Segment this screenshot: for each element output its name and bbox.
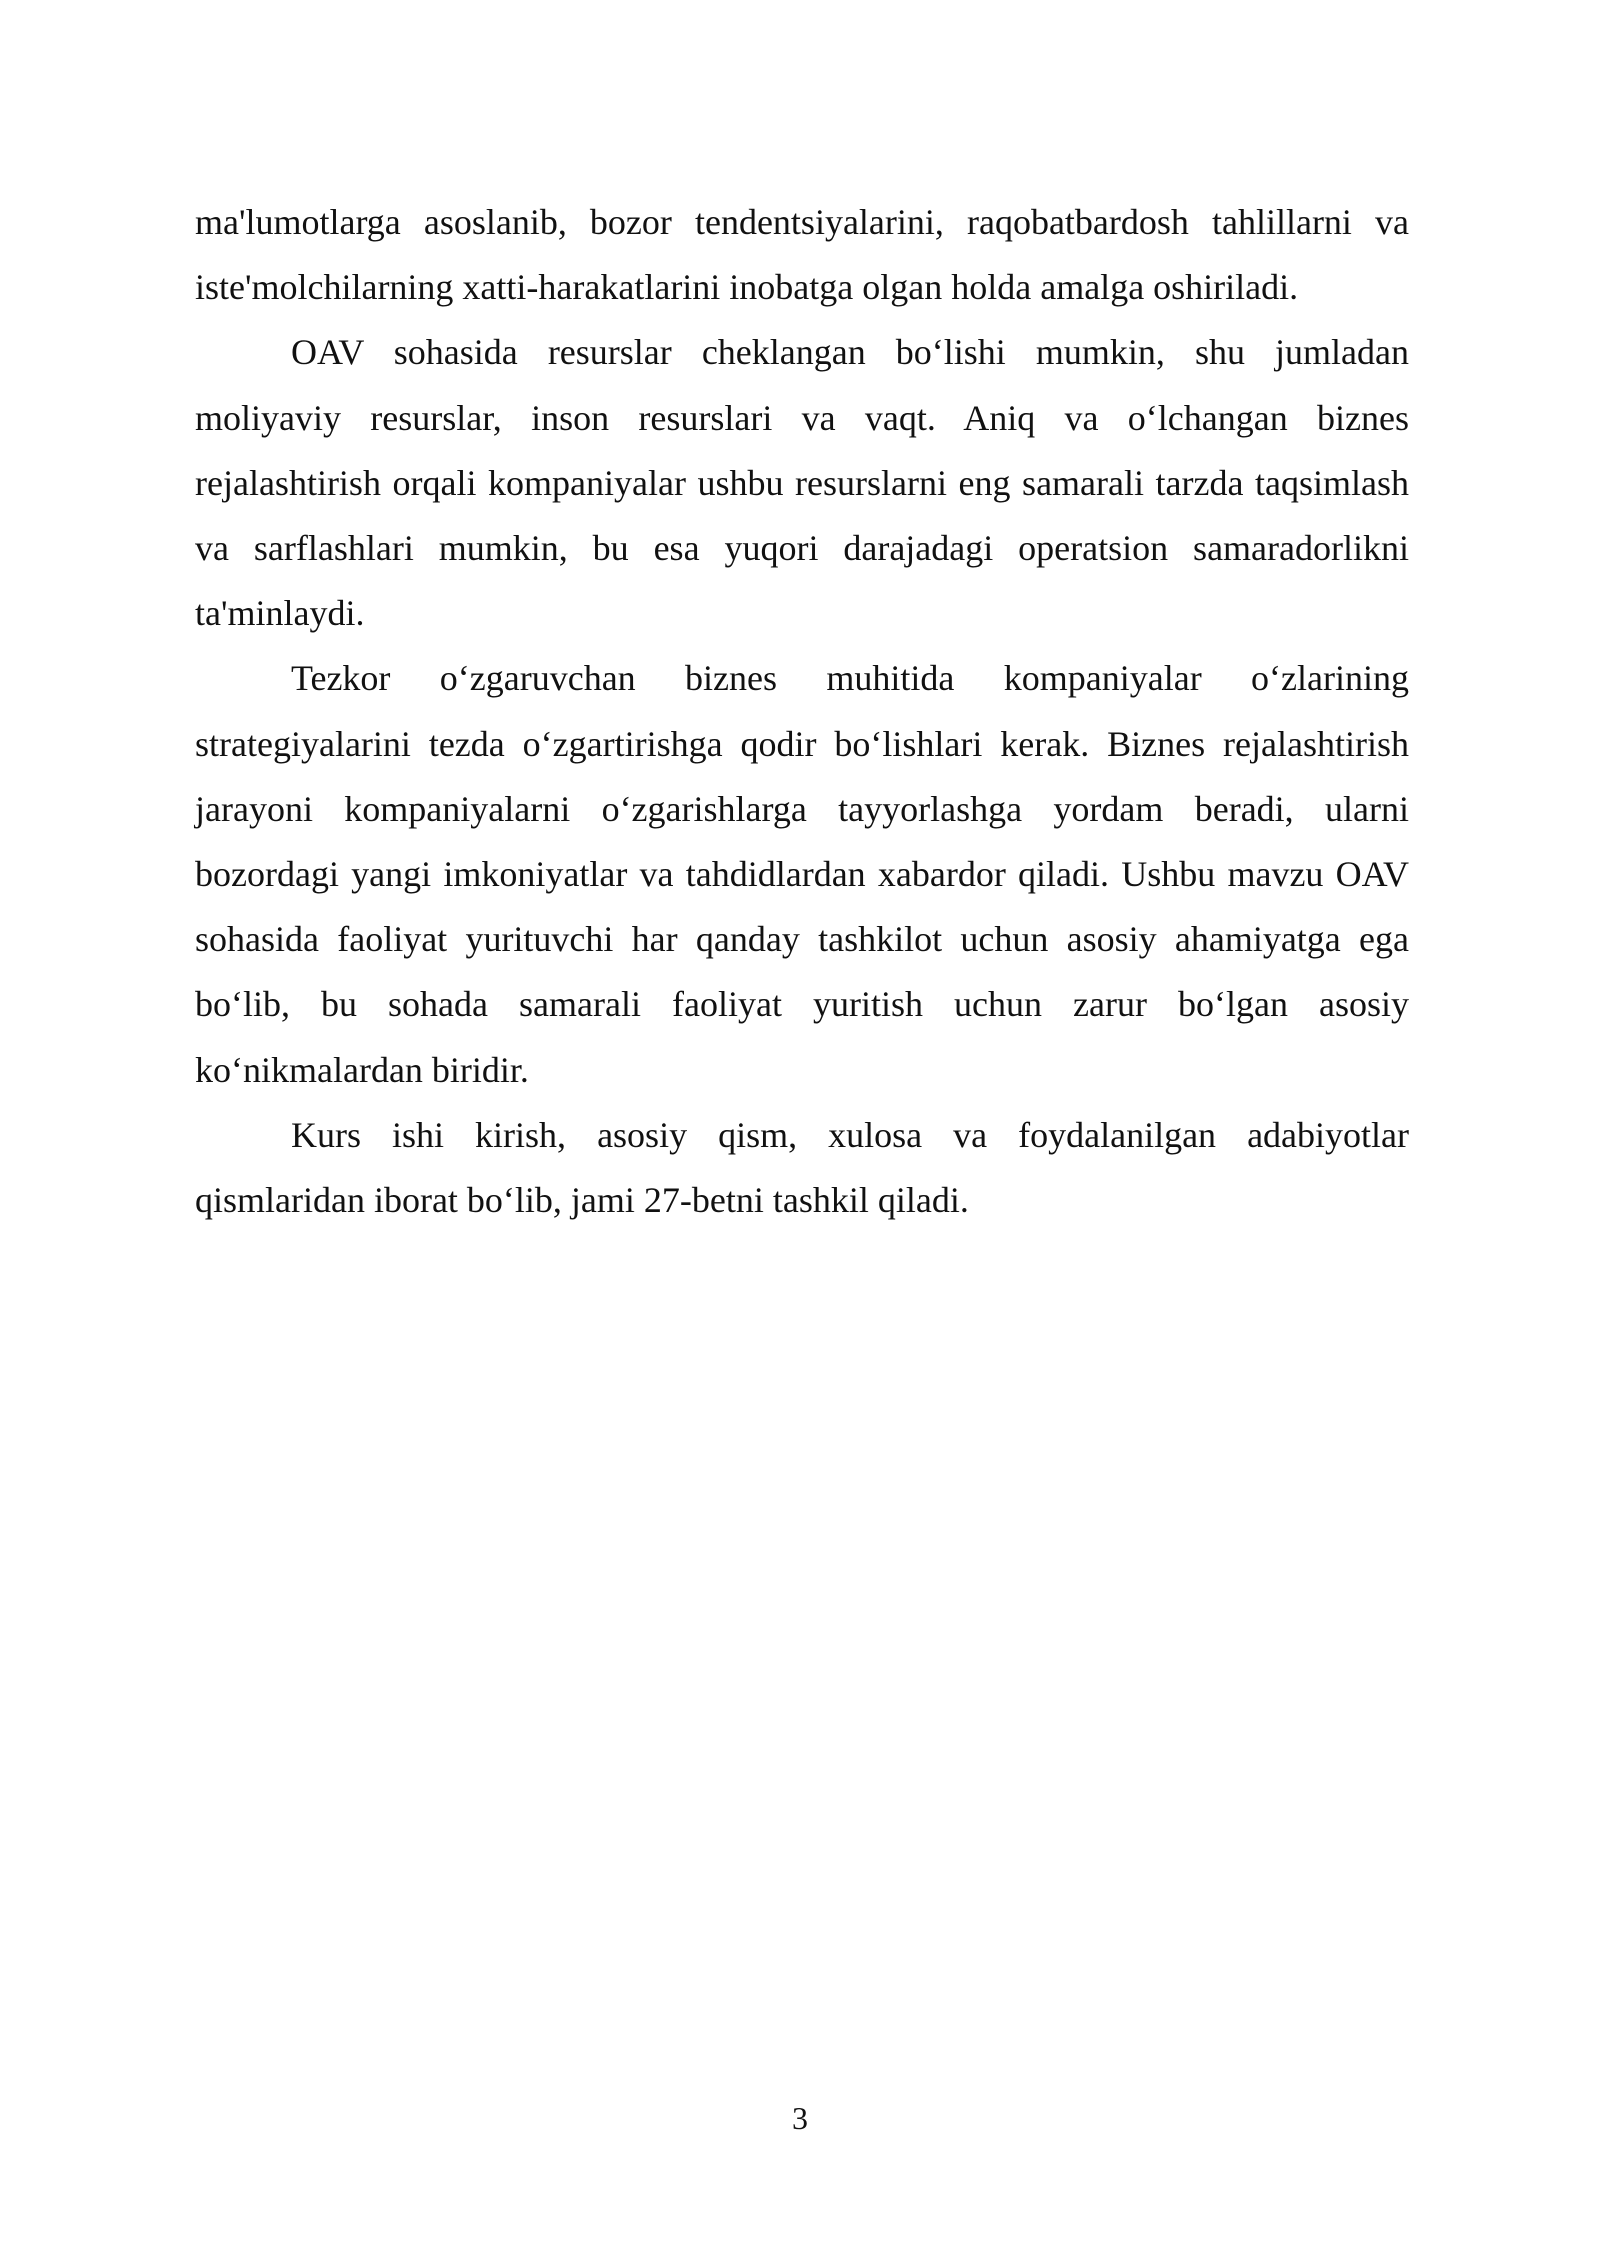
- paragraph-resources: OAV sohasida resurslar cheklangan bo‘lishi mumkin, shu jumladan moliyaviy resurslar, inson resurslari va vaqt. Aniq va o‘lchangan biznes rejalashtirish orqali kompaniyalar ushbu resurslarni eng samarali tarzda taqsimlash va sarflashlari mumkin, bu esa yuqori darajadagi operatsion samaradorlikni ta'minlaydi.: [195, 332, 1409, 634]
- body-text: [195, 190, 1409, 1233]
- paragraph-continuation: ma'lumotlarga asoslanib, bozor tendentsiyalarini, raqobatbardosh tahlillarni va iste'molchilarning xatti-harakatlarini inobatga olgan holda amalga oshiriladi.: [195, 202, 1409, 308]
- paragraph-environment: Tezkor o‘zgaruvchan biznes muhitida kompaniyalar o‘zlarining strategiyalarini tezda o‘zgartirishga qodir bo‘lishlari kerak. Biznes rejalashtirish jarayoni kompaniyalarni o‘zgarishlarga tayyorlashga yordam beradi, ularni bozordagi yangi imkoniyatlar va tahdidlardan xabardor qiladi. Ushbu mavzu OAV sohasida faoliyat yurituvchi har qanday tashkilot uchun asosiy ahamiyatga ega bo‘lib, bu sohada samarali faoliyat yuritish uchun zarur bo‘lgan asosiy ko‘nikmalardan biridir.: [195, 658, 1409, 1090]
- paragraph-structure: Kurs ishi kirish, asosiy qism, xulosa va foydalanilgan adabiyotlar qismlaridan iborat bo‘lib, jami 27-betni tashkil qiladi.: [195, 1114, 1409, 1221]
- page-number: 3: [792, 2100, 808, 2136]
